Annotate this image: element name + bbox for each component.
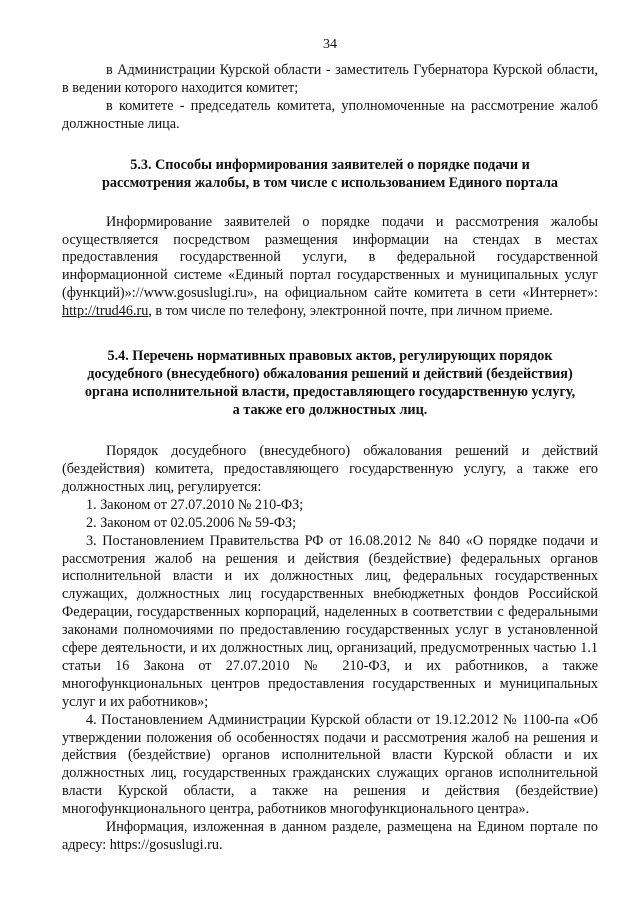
section-5-4-heading — [62, 347, 598, 419]
section-5-3-text-end: , в том числе по телефону, электронной почте, при личном приеме. — [148, 303, 553, 320]
section-5-3-text: Информирование заявителей о порядке подачи и рассмотрения жалобы осуществляется посредством размещения информации на стендах в местах предоставления государственной услуги, в федеральной государственной информационной системе «Единый портал государственных и муниципальных услуг (функций)»://www.gosuslugi.ru», на официальном сайте комитета в сети «Интернет»: — [62, 213, 598, 302]
section-5-4-heading-line: досудебного (внесудебного) обжалования решений и действий (бездействия) — [87, 366, 573, 383]
intro-paragraph-committee: в комитете - председатель комитета, уполномоченные на рассмотрение жалоб должностные лица. — [62, 97, 598, 132]
section-5-4-heading-line: 5.4. Перечень нормативных правовых актов, регулирующих порядок — [107, 348, 553, 365]
law-list-item: 3. Постановлением Правительства РФ от 16.08.2012 № 840 «О порядке подачи и рассмотрения жалоб на решения и действия (бездействие) федеральных органов исполнительной власти и их должностных лиц, федеральных государственных служащих, должностных лиц государственных внебюджетных фондов Российской Федерации, государственных корпораций, наделенных в соответствии с федеральными законами полномочиями по предоставлению государственных услуг в установленной сфере деятельности, и их должностных лиц, организаций, предусмотренных частью 1.1 статьи 16 Закона от 27.07.2010 № 210-ФЗ, и их работников, а также многофункциональных центров предоставления государственных и муниципальных услуг и их работников»; — [62, 532, 598, 710]
law-list-item: 4. Постановлением Администрации Курской области от 19.12.2012 № 1100-па «Об утверждении положения об особенностях подачи и рассмотрения жалоб на решения и действия (бездействие) органов исполнительной власти Курской области и их должностных лиц, государственных гражданских служащих органов исполнительной власти Курской области, а также на решения и действия (бездействие) многофункционального центра, работников многофункционального центра». — [62, 711, 598, 818]
section-5-3-heading — [62, 156, 598, 192]
page-number: 34 — [323, 37, 337, 52]
law-list-item: 1. Законом от 27.07.2010 № 210-ФЗ; — [86, 496, 304, 513]
section-5-4-closing: Информация, изложенная в данном разделе, размещена на Едином портале по адресу: https://gosuslugi.ru. — [62, 819, 598, 853]
document-page — [62, 36, 598, 855]
section-5-3-heading-line: 5.3. Способы информирования заявителей о порядке подачи и — [130, 156, 530, 173]
intro-paragraph-administration: в Администрации Курской области - заместитель Губернатора Курской области, в ведении которого находится комитет; — [62, 62, 598, 96]
law-list-item: 2. Законом от 02.05.2006 № 59-ФЗ; — [86, 514, 297, 531]
section-5-3-heading-line: рассмотрения жалобы, в том числе с использованием Единого портала — [101, 174, 558, 191]
section-5-4-heading-line: органа исполнительной власти, предоставляющего государственную услугу, — [84, 384, 576, 401]
section-5-3-paragraph — [62, 214, 598, 321]
committee-site-link[interactable]: http://trud46.ru — [62, 303, 149, 320]
section-5-4-intro: Порядок досудебного (внесудебного) обжалования решений и действий (бездействия) комитета, предоставляющего государственную услугу, а также его должностных лиц, регулируется: — [62, 443, 598, 495]
section-5-4-heading-line: а также его должностных лиц. — [232, 402, 428, 419]
